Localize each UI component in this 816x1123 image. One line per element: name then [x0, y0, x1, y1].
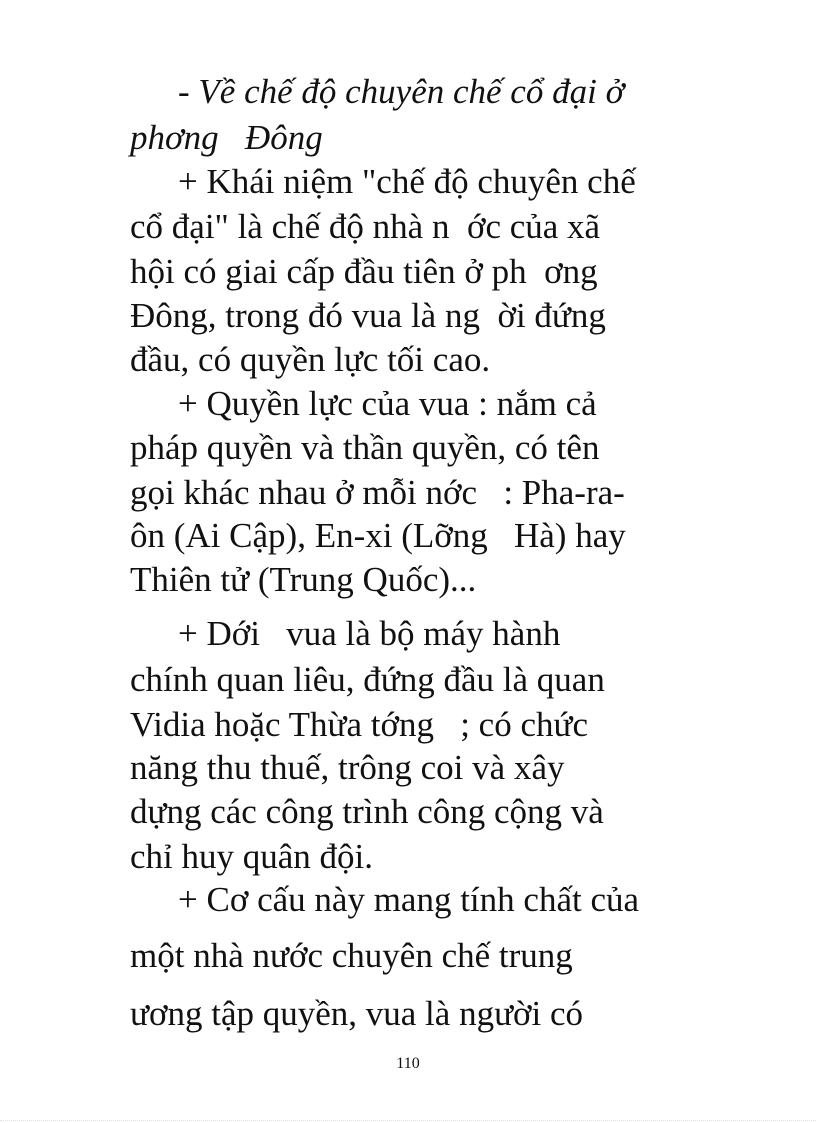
- paragraph-line: cổ đại" là chế độ nhà n ớc của xã: [130, 207, 601, 246]
- bottom-divider: [0, 1120, 816, 1121]
- paragraph-line: + Dới vua là bộ máy hành: [178, 614, 561, 653]
- paragraph-line: pháp quyền và thần quyền, có tên: [130, 428, 600, 467]
- paragraph-line: chính quan liêu, đứng đầu là quan: [130, 660, 605, 699]
- paragraph-line: gọi khác nhau ở mỗi nớc : Pha-ra-: [130, 473, 625, 512]
- paragraph-line: hội có giai cấp đầu tiên ở ph ơng: [130, 252, 598, 291]
- paragraph-line: năng thu thuế, trông coi và xây: [130, 748, 565, 787]
- paragraph-line: + Khái niệm "chế độ chuyên chế: [178, 162, 636, 201]
- paragraph-line: một nhà nước chuyên chế trung: [130, 936, 573, 975]
- section-heading-line-2: phơng Đông: [130, 118, 323, 157]
- paragraph-line: ương tập quyền, vua là người có: [130, 994, 584, 1033]
- section-heading-line-1: - Về chế độ chuyên chế cổ đại ở: [178, 72, 625, 111]
- paragraph-line: + Cơ cấu này mang tính chất của: [178, 880, 640, 919]
- paragraph-line: dựng các công trình công cộng và: [130, 792, 604, 831]
- paragraph-line: Vidia hoặc Thừa tớng ; có chức: [130, 705, 589, 744]
- paragraph-line: ôn (Ai Cập), En-xi (Lỡng Hà) hay: [130, 516, 626, 555]
- paragraph-line: chỉ huy quân đội.: [130, 837, 374, 876]
- paragraph-line: Thiên tử (Trung Quốc)...: [130, 560, 477, 599]
- paragraph-line: + Quyền lực của vua : nắm cả: [178, 384, 597, 423]
- paragraph-line: đầu, có quyền lực tối cao.: [130, 340, 491, 379]
- paragraph-line: Đông, trong đó vua là ng ời đứng: [130, 296, 606, 335]
- page-number: 110: [396, 1055, 420, 1072]
